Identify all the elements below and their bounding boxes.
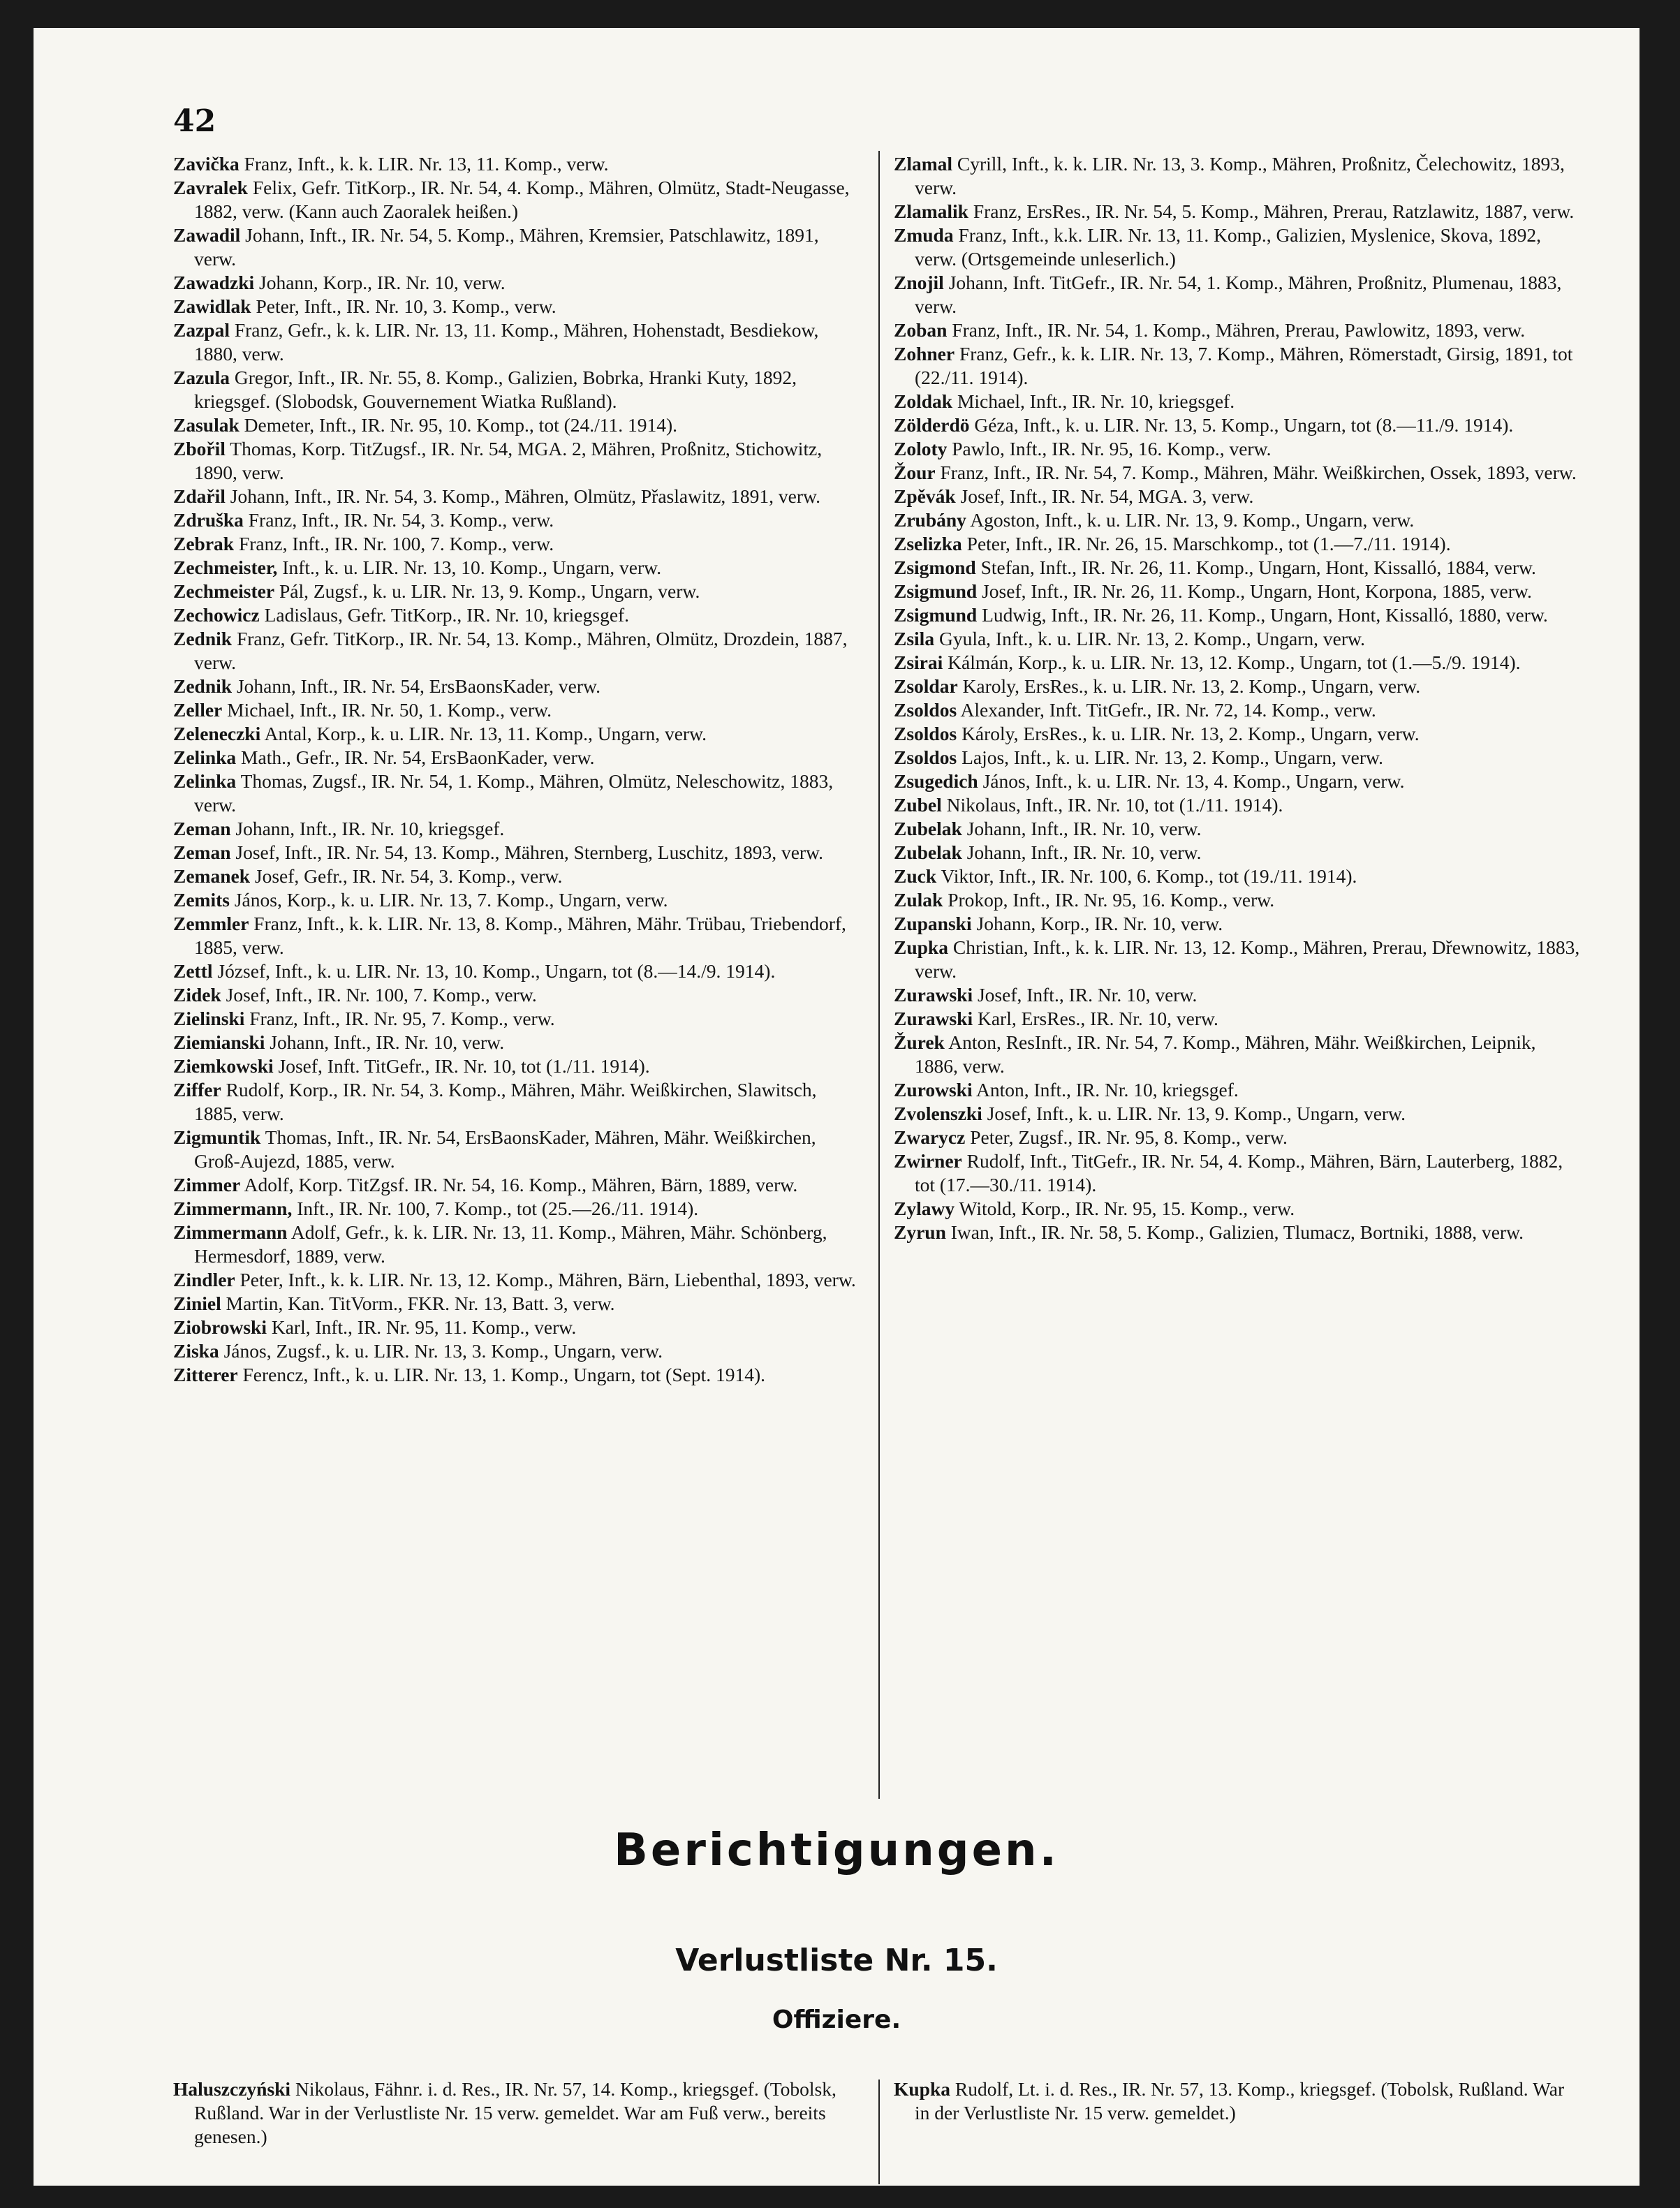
list-entry [173, 912, 861, 959]
entry-surname: Zasulak [173, 414, 240, 436]
entry-surname: Žour [894, 462, 936, 483]
entry-details: Karl, Inft., IR. Nr. 95, 11. Komp., verw. [271, 1316, 577, 1338]
list-entry [173, 508, 861, 532]
list-entry [894, 1221, 1582, 1244]
entry-details: Thomas, Zugsf., IR. Nr. 54, 1. Komp., Mähren, Olmütz, Neleschowitz, 1883, verw. [194, 770, 834, 816]
list-entry [173, 2077, 861, 2149]
entry-surname: Zselizka [894, 533, 962, 554]
entry-surname: Kupka [894, 2078, 951, 2100]
entry-details: Johann, Inft., IR. Nr. 10, verw. [270, 1031, 505, 1053]
list-entry [894, 603, 1582, 627]
list-entry [894, 1126, 1582, 1149]
entry-surname: Zidek [173, 984, 221, 1006]
corrections-column-divider [878, 2080, 880, 2184]
list-entry [894, 841, 1582, 864]
entry-details: Josef, Inft., IR. Nr. 100, 7. Komp., verw. [226, 984, 537, 1006]
list-entry [173, 1363, 861, 1387]
list-entry [173, 1268, 861, 1292]
entry-surname: Ziemianski [173, 1031, 265, 1053]
entry-details: Josef, Inft., IR. Nr. 10, verw. [977, 984, 1198, 1006]
section-title: Berichtigungen. [614, 1825, 1059, 1876]
list-entry [894, 675, 1582, 698]
document-page [34, 28, 1640, 2186]
entry-surname: Zavralek [173, 177, 248, 198]
entry-surname: Zsigmund [894, 580, 978, 602]
entry-surname: Zubel [894, 794, 942, 816]
list-entry [173, 152, 861, 176]
entry-details: Franz, Inft., IR. Nr. 100, 7. Komp., verw. [238, 533, 554, 554]
entry-details: Franz, Inft., IR. Nr. 95, 7. Komp., verw. [249, 1008, 555, 1029]
entry-details: Rudolf, Inft., TitGefr., IR. Nr. 54, 4. Komp., Mähren, Bärn, Lauterberg, 1882, tot (17.—30./11. 1914). [915, 1150, 1563, 1195]
entry-surname: Zelinka [173, 770, 237, 792]
entry-details: Demeter, Inft., IR. Nr. 95, 10. Komp., tot (24./11. 1914). [244, 414, 678, 436]
entry-details: Anton, ResInft., IR. Nr. 54, 7. Komp., Mähren, Mähr. Weißkirchen, Leipnik, 1886, verw. [915, 1031, 1536, 1077]
list-entry [173, 1031, 861, 1054]
list-entry [173, 983, 861, 1007]
entry-surname: Zsila [894, 628, 935, 649]
entry-surname: Zlamalik [894, 200, 968, 222]
entry-details: Pál, Zugsf., k. u. LIR. Nr. 13, 9. Komp., Ungarn, verw. [279, 580, 700, 602]
list-entry [173, 746, 861, 770]
entry-surname: Haluszczyński [173, 2078, 291, 2100]
list-entry [894, 698, 1582, 722]
entry-surname: Zawadzki [173, 272, 255, 293]
entry-surname: Zielinski [173, 1008, 245, 1029]
entry-surname: Zubelak [894, 841, 962, 863]
list-entry [894, 390, 1582, 413]
entry-details: Agoston, Inft., k. u. LIR. Nr. 13, 9. Komp., Ungarn, verw. [970, 509, 1415, 531]
entry-details: Josef, Inft., IR. Nr. 54, MGA. 3, verw. [960, 485, 1254, 507]
list-entry [894, 580, 1582, 603]
entry-details: Anton, Inft., IR. Nr. 10, kriegsgef. [975, 1079, 1239, 1101]
entry-details: Stefan, Inft., IR. Nr. 26, 11. Komp., Ungarn, Hont, Kissalló, 1884, verw. [980, 557, 1536, 578]
entry-surname: Zylawy [894, 1198, 955, 1219]
entry-surname: Zubelak [894, 818, 962, 839]
entry-surname: Zoloty [894, 438, 948, 459]
entry-surname: Zsigmund [894, 604, 978, 626]
list-entry [173, 1197, 861, 1221]
entry-details: Johann, Inft. TitGefr., IR. Nr. 54, 1. Komp., Mähren, Proßnitz, Plumenau, 1883, verw. [915, 272, 1562, 317]
entry-surname: Zitterer [173, 1364, 238, 1385]
list-entry [894, 1149, 1582, 1197]
entry-surname: Zupka [894, 936, 948, 958]
list-entry [894, 556, 1582, 580]
corrections-left-column [173, 2077, 861, 2149]
list-entry [173, 413, 861, 437]
entry-details: Peter, Inft., IR. Nr. 26, 15. Marschkomp., tot (1.—7./11. 1914). [966, 533, 1451, 554]
entry-details: József, Inft., k. u. LIR. Nr. 13, 10. Komp., Ungarn, tot (8.—14./9. 1914). [217, 960, 776, 982]
list-entry [173, 1221, 861, 1268]
list-entry [173, 318, 861, 366]
entry-details: Iwan, Inft., IR. Nr. 58, 5. Komp., Galizien, Tlumacz, Bortniki, 1888, verw. [950, 1221, 1524, 1243]
entry-surname: Zulak [894, 889, 943, 911]
entry-surname: Zohner [894, 343, 955, 365]
entry-details: Inft., IR. Nr. 100, 7. Komp., tot (25.—26./11. 1914). [297, 1198, 699, 1219]
entry-details: Franz, Inft., IR. Nr. 54, 7. Komp., Mähren, Mähr. Weißkirchen, Ossek, 1893, verw. [940, 462, 1577, 483]
entry-details: Franz, Inft., k.k. LIR. Nr. 13, 11. Komp., Galizien, Myslenice, Skova, 1892, verw. (Ortsgemeinde unleserlich.) [915, 224, 1542, 270]
entry-surname: Zoban [894, 319, 948, 341]
list-entry [173, 864, 861, 888]
entry-details: Johann, Inft., IR. Nr. 10, kriegsgef. [235, 818, 505, 839]
entry-surname: Zimmermann [173, 1221, 288, 1243]
entry-surname: Zelinka [173, 746, 237, 768]
list-entry [173, 959, 861, 983]
list-entry [894, 770, 1582, 793]
entry-surname: Zölderdö [894, 414, 970, 436]
entry-surname: Zigmuntik [173, 1126, 261, 1148]
list-entry [173, 1339, 861, 1363]
list-entry [173, 1007, 861, 1031]
entry-surname: Zednik [173, 628, 233, 649]
entry-details: Antal, Korp., k. u. LIR. Nr. 13, 11. Komp., Ungarn, verw. [264, 723, 707, 744]
entry-details: Johann, Korp., IR. Nr. 10, verw. [976, 913, 1223, 934]
entry-details: Michael, Inft., IR. Nr. 50, 1. Komp., verw. [227, 699, 552, 721]
list-entry [173, 627, 861, 675]
entry-details: Pawlo, Inft., IR. Nr. 95, 16. Komp., verw. [952, 438, 1272, 459]
list-entry [173, 1316, 861, 1339]
list-entry [173, 888, 861, 912]
entry-surname: Zawidlak [173, 295, 251, 317]
entry-details: Peter, Zugsf., IR. Nr. 95, 8. Komp., verw. [970, 1126, 1288, 1148]
list-entry [173, 223, 861, 271]
list-entry [894, 461, 1582, 485]
entry-surname: Zsugedich [894, 770, 978, 792]
list-entry [173, 580, 861, 603]
entry-details: Viktor, Inft., IR. Nr. 100, 6. Komp., tot (19./11. 1914). [941, 865, 1357, 887]
list-entry [173, 485, 861, 508]
entry-details: Ladislaus, Gefr. TitKorp., IR. Nr. 10, kriegsgef. [264, 604, 630, 626]
entry-surname: Zechmeister [173, 580, 275, 602]
entry-details: Josef, Inft., IR. Nr. 26, 11. Komp., Ungarn, Hont, Korpona, 1885, verw. [982, 580, 1532, 602]
list-entry [173, 841, 861, 864]
entry-details: Witold, Korp., IR. Nr. 95, 15. Komp., verw. [959, 1198, 1295, 1219]
list-entry [173, 1126, 861, 1173]
entry-details: Franz, ErsRes., IR. Nr. 54, 5. Komp., Mähren, Prerau, Ratzlawitz, 1887, verw. [973, 200, 1575, 222]
list-entry [894, 722, 1582, 746]
list-entry [894, 223, 1582, 271]
list-entry [173, 817, 861, 841]
entry-surname: Zmuda [894, 224, 954, 246]
list-entry [173, 722, 861, 746]
entry-details: Nikolaus, Inft., IR. Nr. 10, tot (1./11. 1914). [946, 794, 1283, 816]
list-entry [894, 1197, 1582, 1221]
entry-details: Josef, Inft. TitGefr., IR. Nr. 10, tot (1./11. 1914). [278, 1055, 650, 1077]
entry-surname: Zemits [173, 889, 230, 911]
column-divider [878, 151, 880, 1799]
entry-surname: Zemanek [173, 865, 250, 887]
entry-surname: Zsoldos [894, 746, 957, 768]
entry-details: Christian, Inft., k. k. LIR. Nr. 13, 12. Komp., Mähren, Prerau, Dřewnowitz, 1883, verw. [915, 936, 1580, 982]
list-entry [894, 817, 1582, 841]
entry-surname: Zrubány [894, 509, 966, 531]
entry-details: Károly, ErsRes., k. u. LIR. Nr. 13, 2. Komp., Ungarn, verw. [961, 723, 1420, 744]
entry-details: Rudolf, Korp., IR. Nr. 54, 3. Komp., Mähren, Mähr. Weißkirchen, Slawitsch, 1885, verw. [194, 1079, 817, 1124]
entry-surname: Zechmeister, [173, 557, 278, 578]
list-entry [173, 1173, 861, 1197]
entry-surname: Zimmermann, [173, 1198, 293, 1219]
entry-surname: Zuck [894, 865, 937, 887]
entry-details: Franz, Gefr. TitKorp., IR. Nr. 54, 13. Komp., Mähren, Olmütz, Drozdein, 1887, verw. [194, 628, 848, 673]
entry-surname: Žurek [894, 1031, 945, 1053]
entry-surname: Ziniel [173, 1293, 221, 1314]
list-entry [173, 770, 861, 817]
category-title: Offiziere. [772, 2005, 901, 2034]
entry-details: Karl, ErsRes., IR. Nr. 10, verw. [977, 1008, 1218, 1029]
entry-surname: Zwarycz [894, 1126, 966, 1148]
list-entry [894, 793, 1582, 817]
entry-surname: Zeleneczki [173, 723, 261, 744]
list-entry [894, 2077, 1582, 2125]
list-entry [173, 603, 861, 627]
entry-details: Franz, Inft., IR. Nr. 54, 3. Komp., verw. [248, 509, 554, 531]
entry-details: Math., Gefr., IR. Nr. 54, ErsBaonKader, verw. [241, 746, 595, 768]
list-entry [173, 556, 861, 580]
list-entry [894, 888, 1582, 912]
list-entry [894, 152, 1582, 200]
entry-surname: Zupanski [894, 913, 972, 934]
entry-surname: Zettl [173, 960, 213, 982]
entry-details: Josef, Inft., IR. Nr. 54, 13. Komp., Mähren, Sternberg, Luschitz, 1893, verw. [235, 841, 824, 863]
list-entry [173, 1292, 861, 1316]
entry-surname: Zawadil [173, 224, 241, 246]
corrections-right-column [894, 2077, 1582, 2125]
entry-surname: Zsoldos [894, 723, 957, 744]
list-entry [894, 936, 1582, 983]
right-column [894, 152, 1582, 1244]
entry-details: Johann, Inft., IR. Nr. 54, 5. Komp., Mähren, Kremsier, Patschlawitz, 1891, verw. [194, 224, 819, 270]
left-column [173, 152, 861, 1387]
list-entry [173, 698, 861, 722]
entry-surname: Zurawski [894, 1008, 973, 1029]
entry-details: Franz, Inft., k. k. LIR. Nr. 13, 11. Komp., verw. [244, 153, 609, 175]
entry-surname: Zdařil [173, 485, 226, 507]
entry-details: Josef, Gefr., IR. Nr. 54, 3. Komp., verw. [254, 865, 563, 887]
entry-surname: Zsoldar [894, 675, 958, 697]
entry-details: Thomas, Inft., IR. Nr. 54, ErsBaonsKader, Mähren, Mähr. Weißkirchen, Groß-Aujezd, 1885, verw. [194, 1126, 816, 1172]
list-entry [894, 271, 1582, 318]
list-entry [894, 1031, 1582, 1078]
entry-surname: Zemmler [173, 913, 249, 934]
entry-details: Johann, Inft., IR. Nr. 10, verw. [966, 818, 1202, 839]
list-entry [894, 437, 1582, 461]
list-entry [173, 437, 861, 485]
entry-surname: Zindler [173, 1269, 235, 1290]
list-entry [894, 342, 1582, 390]
entry-surname: Ziffer [173, 1079, 221, 1101]
entry-details: Ferencz, Inft., k. u. LIR. Nr. 13, 1. Komp., Ungarn, tot (Sept. 1914). [242, 1364, 765, 1385]
entry-surname: Zsirai [894, 652, 943, 673]
list-entry [173, 295, 861, 318]
entry-details: Cyrill, Inft., k. k. LIR. Nr. 13, 3. Komp., Mähren, Proßnitz, Čelechowitz, 1893, verw. [915, 153, 1565, 198]
entry-surname: Zdruška [173, 509, 244, 531]
entry-surname: Znojil [894, 272, 944, 293]
subsection-title: Verlustliste Nr. 15. [675, 1943, 998, 1978]
entry-surname: Zeller [173, 699, 223, 721]
entry-surname: Zsigmond [894, 557, 976, 578]
entry-details: Josef, Inft., k. u. LIR. Nr. 13, 9. Komp., Ungarn, verw. [987, 1103, 1406, 1124]
entry-surname: Ziska [173, 1340, 219, 1362]
entry-details: Rudolf, Lt. i. d. Res., IR. Nr. 57, 13. Komp., kriegsgef. (Tobolsk, Rußland. War in der Verlustliste Nr. 15 verw. gemeldet.) [915, 2078, 1565, 2124]
entry-details: Lajos, Inft., k. u. LIR. Nr. 13, 2. Komp., Ungarn, verw. [961, 746, 1383, 768]
entry-surname: Zebrak [173, 533, 235, 554]
list-entry [894, 864, 1582, 888]
entry-details: János, Inft., k. u. LIR. Nr. 13, 4. Komp., Ungarn, verw. [982, 770, 1405, 792]
entry-details: Franz, Gefr., k. k. LIR. Nr. 13, 7. Komp., Mähren, Römerstadt, Girsig, 1891, tot (22./11. 1914). [915, 343, 1573, 388]
entry-details: Inft., k. u. LIR. Nr. 13, 10. Komp., Ungarn, verw. [282, 557, 662, 578]
entry-details: Johann, Inft., IR. Nr. 10, verw. [966, 841, 1202, 863]
entry-surname: Zpěvák [894, 485, 956, 507]
entry-surname: Zyrun [894, 1221, 946, 1243]
entry-details: Michael, Inft., IR. Nr. 10, kriegsgef. [957, 390, 1235, 412]
list-entry [894, 746, 1582, 770]
entry-surname: Zlamal [894, 153, 953, 175]
entry-surname: Zvolenszki [894, 1103, 982, 1124]
list-entry [173, 1078, 861, 1126]
list-entry [894, 1102, 1582, 1126]
list-entry [894, 318, 1582, 342]
entry-surname: Zavička [173, 153, 240, 175]
entry-surname: Zimmer [173, 1174, 241, 1195]
list-entry [173, 1054, 861, 1078]
entry-surname: Zechowicz [173, 604, 260, 626]
entry-details: Kálmán, Korp., k. u. LIR. Nr. 13, 12. Komp., Ungarn, tot (1.—5./9. 1914). [948, 652, 1521, 673]
entry-details: Franz, Inft., IR. Nr. 54, 1. Komp., Mähren, Prerau, Pawlowitz, 1893, verw. [952, 319, 1526, 341]
entry-surname: Zazula [173, 367, 230, 388]
entry-details: Peter, Inft., k. k. LIR. Nr. 13, 12. Komp., Mähren, Bärn, Liebenthal, 1893, verw. [240, 1269, 856, 1290]
entry-details: Karoly, ErsRes., k. u. LIR. Nr. 13, 2. Komp., Ungarn, verw. [962, 675, 1421, 697]
entry-details: Alexander, Inft. TitGefr., IR. Nr. 72, 14. Komp., verw. [960, 699, 1376, 721]
list-entry [894, 508, 1582, 532]
entry-surname: Zazpal [173, 319, 230, 341]
list-entry [894, 651, 1582, 675]
list-entry [173, 675, 861, 698]
entry-surname: Zurowski [894, 1079, 973, 1101]
entry-details: Gyula, Inft., k. u. LIR. Nr. 13, 2. Komp., Ungarn, verw. [938, 628, 1365, 649]
entry-details: János, Korp., k. u. LIR. Nr. 13, 7. Komp., Ungarn, verw. [234, 889, 668, 911]
entry-surname: Zednik [173, 675, 233, 697]
entry-details: János, Zugsf., k. u. LIR. Nr. 13, 3. Komp., Ungarn, verw. [223, 1340, 663, 1362]
list-entry [173, 271, 861, 295]
entry-details: Johann, Inft., IR. Nr. 54, ErsBaonsKader, verw. [236, 675, 600, 697]
entry-surname: Zoldak [894, 390, 953, 412]
list-entry [894, 912, 1582, 936]
entry-surname: Zbořil [173, 438, 226, 459]
entry-details: Johann, Inft., IR. Nr. 54, 3. Komp., Mähren, Olmütz, Přaslawitz, 1891, verw. [230, 485, 820, 507]
entry-surname: Zsoldos [894, 699, 957, 721]
entry-details: Martin, Kan. TitVorm., FKR. Nr. 13, Batt. 3, verw. [226, 1293, 615, 1314]
entry-details: Adolf, Korp. TitZgsf. IR. Nr. 54, 16. Komp., Mähren, Bärn, 1889, verw. [244, 1174, 798, 1195]
entry-surname: Ziobrowski [173, 1316, 267, 1338]
list-entry [894, 413, 1582, 437]
entry-surname: Zeman [173, 841, 231, 863]
entry-details: Géza, Inft., k. u. LIR. Nr. 13, 5. Komp., Ungarn, tot (8.—11./9. 1914). [974, 414, 1514, 436]
list-entry [894, 627, 1582, 651]
page-number: 42 [173, 103, 216, 139]
entry-surname: Zeman [173, 818, 231, 839]
entry-surname: Zurawski [894, 984, 973, 1006]
list-entry [894, 200, 1582, 223]
entry-details: Franz, Gefr., k. k. LIR. Nr. 13, 11. Komp., Mähren, Hohenstadt, Besdiekow, 1880, verw. [194, 319, 819, 365]
entry-details: Felix, Gefr. TitKorp., IR. Nr. 54, 4. Komp., Mähren, Olmütz, Stadt-Neugasse, 1882, verw. (Kann auch Zaoralek heißen.) [194, 177, 850, 222]
entry-details: Franz, Inft., k. k. LIR. Nr. 13, 8. Komp., Mähren, Mähr. Trübau, Triebendorf, 1885, verw. [194, 913, 846, 958]
entry-details: Gregor, Inft., IR. Nr. 55, 8. Komp., Galizien, Bobrka, Hranki Kuty, 1892, kriegsgef. (Slobodsk, Gouvernement Wiatka Rußland). [194, 367, 797, 412]
list-entry [173, 176, 861, 223]
entry-details: Nikolaus, Fähnr. i. d. Res., IR. Nr. 57, 14. Komp., kriegsgef. (Tobolsk, Rußland. War in der Verlustliste Nr. 15 verw. gemeldet. War am Fuß verw., bereits genesen.) [194, 2078, 837, 2147]
list-entry [894, 983, 1582, 1007]
list-entry [894, 485, 1582, 508]
entry-details: Ludwig, Inft., IR. Nr. 26, 11. Komp., Ungarn, Hont, Kissalló, 1880, verw. [982, 604, 1548, 626]
entry-surname: Zwirner [894, 1150, 962, 1172]
list-entry [894, 532, 1582, 556]
entry-surname: Ziemkowski [173, 1055, 274, 1077]
entry-details: Prokop, Inft., IR. Nr. 95, 16. Komp., verw. [948, 889, 1275, 911]
entry-details: Thomas, Korp. TitZugsf., IR. Nr. 54, MGA. 2, Mähren, Proßnitz, Stichowitz, 1890, verw. [194, 438, 823, 483]
list-entry [173, 366, 861, 413]
list-entry [894, 1007, 1582, 1031]
entry-details: Peter, Inft., IR. Nr. 10, 3. Komp., verw. [256, 295, 557, 317]
entry-details: Johann, Korp., IR. Nr. 10, verw. [259, 272, 506, 293]
entry-details: Adolf, Gefr., k. k. LIR. Nr. 13, 11. Komp., Mähren, Mähr. Schönberg, Hermesdorf, 1889, verw. [194, 1221, 827, 1267]
list-entry [173, 532, 861, 556]
list-entry [894, 1078, 1582, 1102]
